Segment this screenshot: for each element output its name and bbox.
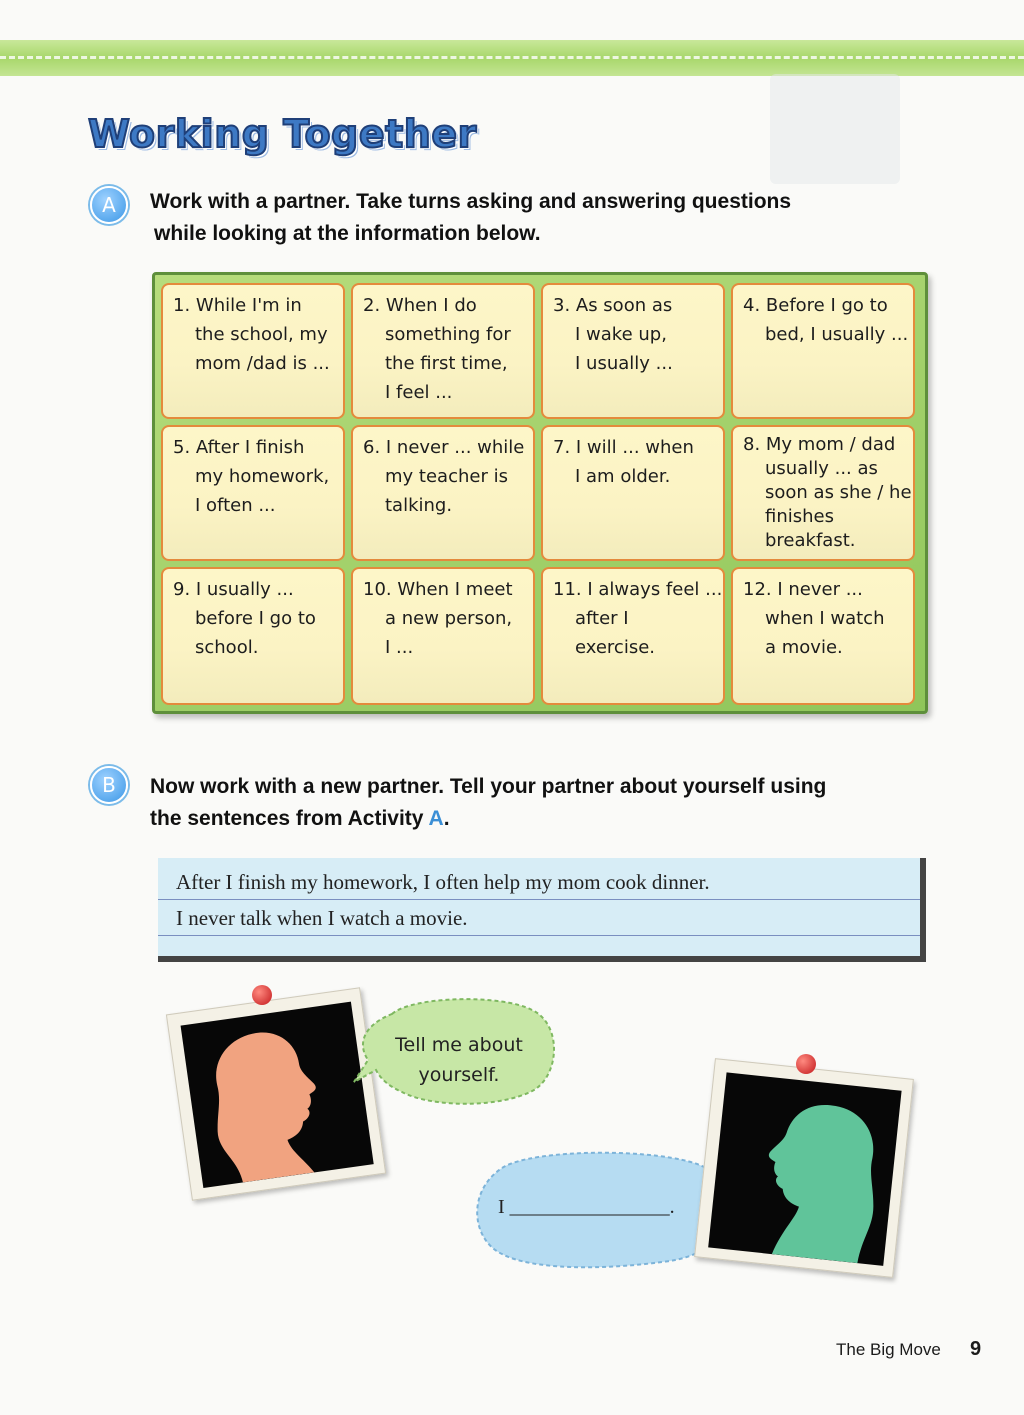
card-text: talking. [385, 495, 453, 516]
card-text: exercise. [575, 637, 656, 658]
card-text: before I go to [195, 608, 316, 629]
right-photo-frame [694, 1058, 914, 1278]
card-text: breakfast. [765, 530, 856, 551]
card-text: mom /dad is ... [195, 353, 330, 374]
prompt-card-10 [351, 567, 535, 705]
card-text: 1. While I'm in [173, 295, 302, 316]
card-text: I am older. [575, 466, 671, 487]
card-text: my homework, [195, 466, 330, 487]
card-text: 7. I will ... when [553, 437, 694, 458]
page-number: 9 [970, 1338, 982, 1360]
card-text: 6. I never ... while [363, 437, 525, 458]
activity-a-badge: A [90, 186, 128, 224]
prompt-card-11 [541, 567, 725, 705]
left-photo-inner [181, 1002, 374, 1188]
speech-left-line1: Tell me about [395, 1034, 523, 1056]
instruction-period: . [443, 807, 450, 830]
card-text: I feel ... [385, 382, 453, 403]
top-decorative-band [0, 40, 1024, 76]
speech-right-blank[interactable]: ________________. [509, 1196, 675, 1218]
prompt-card-7 [541, 425, 725, 561]
card-text: my teacher is [385, 466, 508, 487]
card-text: 11. I always feel ... [553, 579, 723, 600]
example-answers-box [158, 858, 926, 962]
prompt-card-8 [731, 425, 915, 561]
card-text: something for [385, 324, 511, 345]
prompt-card-2 [351, 283, 535, 419]
activity-a-reference: A [428, 807, 444, 830]
pushpin-icon [252, 985, 272, 1005]
card-text: the first time, [385, 353, 508, 374]
bleed-through-box [770, 74, 900, 184]
card-text: finishes [765, 506, 834, 527]
prompt-card-9 [161, 567, 345, 705]
card-text: soon as she / he [765, 482, 912, 503]
card-text: I wake up, [575, 324, 667, 345]
card-text: I often ... [195, 495, 276, 516]
card-text: 5. After I finish [173, 437, 305, 458]
card-text: when I watch [765, 608, 885, 629]
card-text: the school, my [195, 324, 328, 345]
speech-left-line2: yourself. [418, 1064, 500, 1086]
prompt-card-board [152, 272, 928, 714]
footer-unit-title: The Big Move [836, 1340, 941, 1359]
activity-b-badge: B [90, 766, 128, 804]
card-text: school. [195, 637, 259, 658]
card-text: a new person, [385, 608, 513, 629]
example-sentence-2: I never talk when I watch a movie. [158, 900, 920, 936]
activity-a-instruction [150, 186, 940, 250]
prompt-card-3 [541, 283, 725, 419]
prompt-card-1 [161, 283, 345, 419]
speech-right-prefix: I [498, 1196, 505, 1218]
card-text: a movie. [765, 637, 843, 658]
prompt-card-4 [731, 283, 915, 419]
card-text: 10. When I meet [363, 579, 513, 600]
activity-b-instruction [150, 771, 940, 835]
card-text: 4. Before I go to [743, 295, 888, 316]
activity-b-instruction-line2 [150, 803, 940, 835]
card-text: 8. My mom / dad [743, 434, 896, 455]
boy-silhouette-icon [708, 1072, 901, 1265]
card-text: bed, I usually ... [765, 324, 909, 345]
card-text: 2. When I do [363, 295, 477, 316]
card-text: I usually ... [575, 353, 673, 374]
card-text: 3. As soon as [553, 295, 673, 316]
girl-silhouette-icon [181, 1002, 374, 1188]
prompt-card-5 [161, 425, 345, 561]
card-text: 9. I usually ... [173, 579, 294, 600]
speech-text-right [498, 1192, 698, 1222]
prompt-card-6 [351, 425, 535, 561]
activity-a-instruction-line2: while looking at the information below. [154, 222, 541, 245]
pushpin-icon [796, 1054, 816, 1074]
section-title: Working Together [88, 112, 477, 156]
card-text: usually ... as [765, 458, 878, 479]
card-text: I ... [385, 637, 414, 658]
band-stitching [0, 56, 1024, 59]
activity-b-instruction-line1: Now work with a new partner. Tell your partner about yourself using [150, 775, 827, 798]
activity-b-instruction-text: the sentences from Activity [150, 807, 429, 830]
card-text: 12. I never ... [743, 579, 863, 600]
activity-a-instruction-line1: Work with a partner. Take turns asking and answering questions [150, 190, 792, 213]
prompt-card-12 [731, 567, 915, 705]
example-sentence-1: After I finish my homework, I often help my mom cook dinner. [158, 864, 920, 900]
speech-text-left [384, 1030, 534, 1090]
right-photo-inner [708, 1072, 901, 1265]
card-text: after I [575, 608, 629, 629]
